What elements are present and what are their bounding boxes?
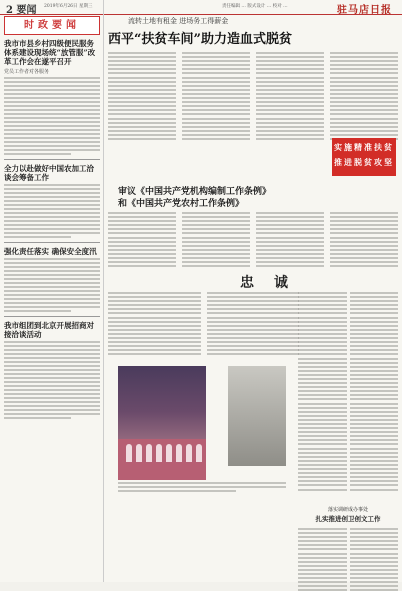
story-headline[interactable]: 我市市县乡村四级便民服务体系建设现场统“放管服”改革工作会在遂平召开 [4,39,96,66]
divider [4,316,100,317]
lead-story-body [108,52,398,142]
column-rule [103,0,104,582]
lead-story-header [108,16,396,47]
story-subheadline: 党员工作者对各服务 [4,69,50,75]
bottom-headline[interactable]: 落实调研成办事处 扎实推进创卫创文工作 [315,507,381,523]
slogan-box [332,138,396,176]
lead-headline[interactable]: 西平“扶贫车间”助力造血式脱贫 [108,32,292,47]
page-number: 2 要闻 [6,5,37,16]
story-headline[interactable]: 全力以赴做好中国农加工洽谈会筹备工作 [4,164,94,182]
story-body [4,77,100,155]
header-date: 2019年6月26日 星期三 [44,4,93,9]
mid-headline[interactable]: 审议《中国共产党机构编制工作条例》 和《中国共产党农村工作条例》 [118,187,272,209]
left-column [4,16,100,576]
story-headline[interactable]: 强化责任落实 确保安全度汛 [4,247,97,256]
feature-headline[interactable]: 忠诚 [240,275,308,291]
performance-photo[interactable] [118,366,206,480]
slogan-line: 推进脱贫攻坚 [334,157,394,167]
section-rubric: 时政要闻 [4,16,100,35]
lead-kicker: 流转土地有租金 进场务工得薪金 [128,17,229,25]
newspaper-brand: 驻马店日报 [337,5,392,16]
feature-body-right [298,292,398,504]
slogan-line: 实施精准扶贫 [334,142,394,152]
page-header [0,0,402,15]
divider [4,242,100,243]
mid-story-body [108,212,398,272]
photo-caption [118,482,286,492]
story-body [4,184,100,238]
divider [4,159,100,160]
portrait-photo[interactable] [228,366,286,466]
story-body [4,258,100,312]
story-headline[interactable]: 我市组团到北京开展招商对接洽谈活动 [4,321,94,339]
story-body [4,341,100,419]
header-editors: 责任编辑 … 版式设计 … 校对 … [222,4,288,9]
